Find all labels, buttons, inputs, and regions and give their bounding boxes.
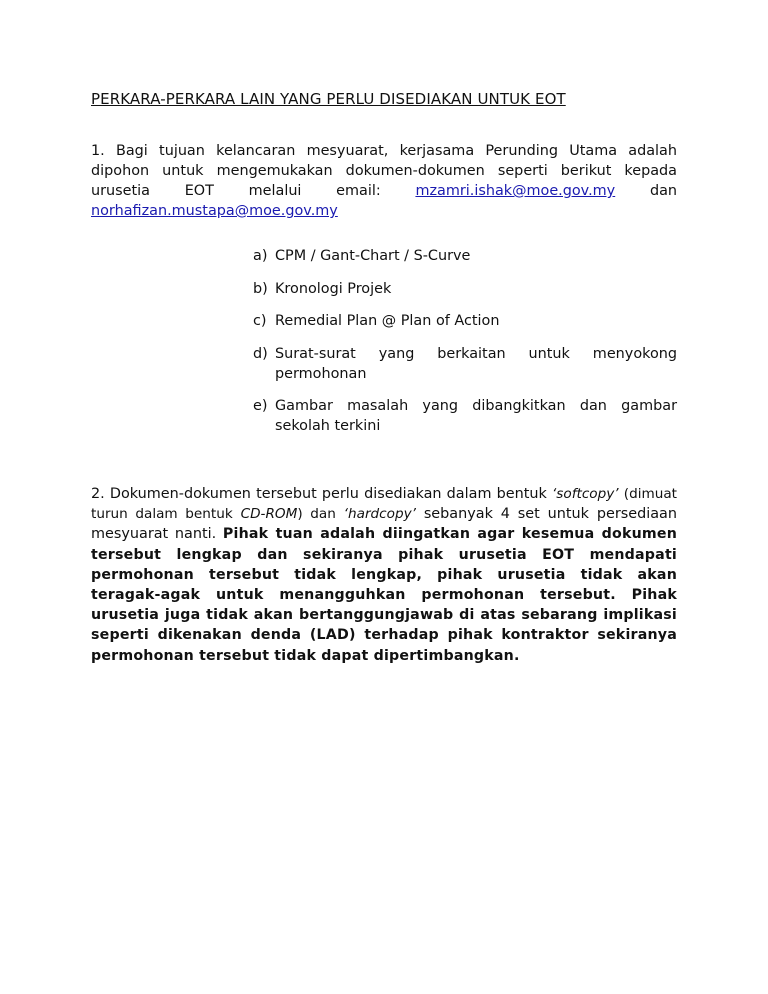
- paragraph-1: [91, 141, 677, 221]
- list-item: [253, 246, 677, 266]
- list-item-text: Kronologi Projek: [275, 280, 392, 297]
- paragraph-2: [91, 484, 677, 666]
- paragraph-2-number: 2.: [91, 486, 105, 502]
- list-item: [253, 344, 677, 384]
- cdrom-term: CD-ROM: [240, 506, 298, 523]
- list-item: [253, 311, 677, 331]
- paragraph-1-text: Bagi tujuan kelancaran mesyuarat, kerjasama Perunding Utama adalah dipohon untuk mengemukakan dokumen-dokumen seperti berikut kepada urusetia EOT melalui email:: [91, 143, 677, 199]
- document-title: PERKARA-PERKARA LAIN YANG PERLU DISEDIAKAN UNTUK EOT: [91, 90, 566, 108]
- list-marker: c): [253, 313, 267, 329]
- paragraph-1-number: 1.: [91, 143, 105, 159]
- paragraph-1-conjunction: dan: [649, 183, 678, 199]
- list-marker: a): [253, 248, 268, 264]
- list-item: [253, 279, 677, 299]
- paragraph-2-text-d: sebanyak 4 set untuk persediaan mesyuarat nanti.: [91, 506, 677, 543]
- list-item-text: Surat-surat yang berkaitan untuk menyokong permohonan: [275, 345, 677, 382]
- paragraph-2-text-c: ) dan: [297, 506, 336, 523]
- list-item-text: Gambar masalah yang dibangkitkan dan gambar sekolah terkini: [275, 398, 677, 434]
- email-link-zamri[interactable]: mzamri.ishak@moe.gov.my: [415, 183, 616, 199]
- list-marker: b): [253, 280, 268, 297]
- list-marker: e): [253, 398, 268, 414]
- hardcopy-term: ‘hardcopy’: [343, 506, 416, 523]
- softcopy-term: ‘softcopy’: [551, 486, 619, 502]
- document-list: [253, 246, 677, 449]
- paragraph-2-text-b: (dimuat turun dalam bentuk: [91, 486, 677, 523]
- list-item-text: Remedial Plan @ Plan of Action: [275, 313, 500, 329]
- list-item-text: CPM / Gant-Chart / S-Curve: [275, 248, 471, 264]
- list-item: [253, 396, 677, 436]
- paragraph-2-warning: Pihak tuan adalah diingatkan agar kesemua dokumen tersebut lengkap dan sekiranya pihak urusetia EOT mendapati permohonan tersebut tidak lengkap, pihak urusetia tidak akan teragak-agak untuk menangguhkan permohonan tersebut. Pihak urusetia juga tidak akan bertanggungjawab di atas sebarang implikasi seperti dikenakan denda (LAD) terhadap pihak kontraktor sekiranya permohonan tersebut tidak dapat dipertimbangkan.: [91, 526, 677, 664]
- email-link-norhafizan[interactable]: norhafizan.mustapa@moe.gov.my: [91, 203, 338, 219]
- list-marker: d): [253, 345, 268, 362]
- paragraph-2-text-a: Dokumen-dokumen tersebut perlu disediakan dalam bentuk: [109, 486, 547, 502]
